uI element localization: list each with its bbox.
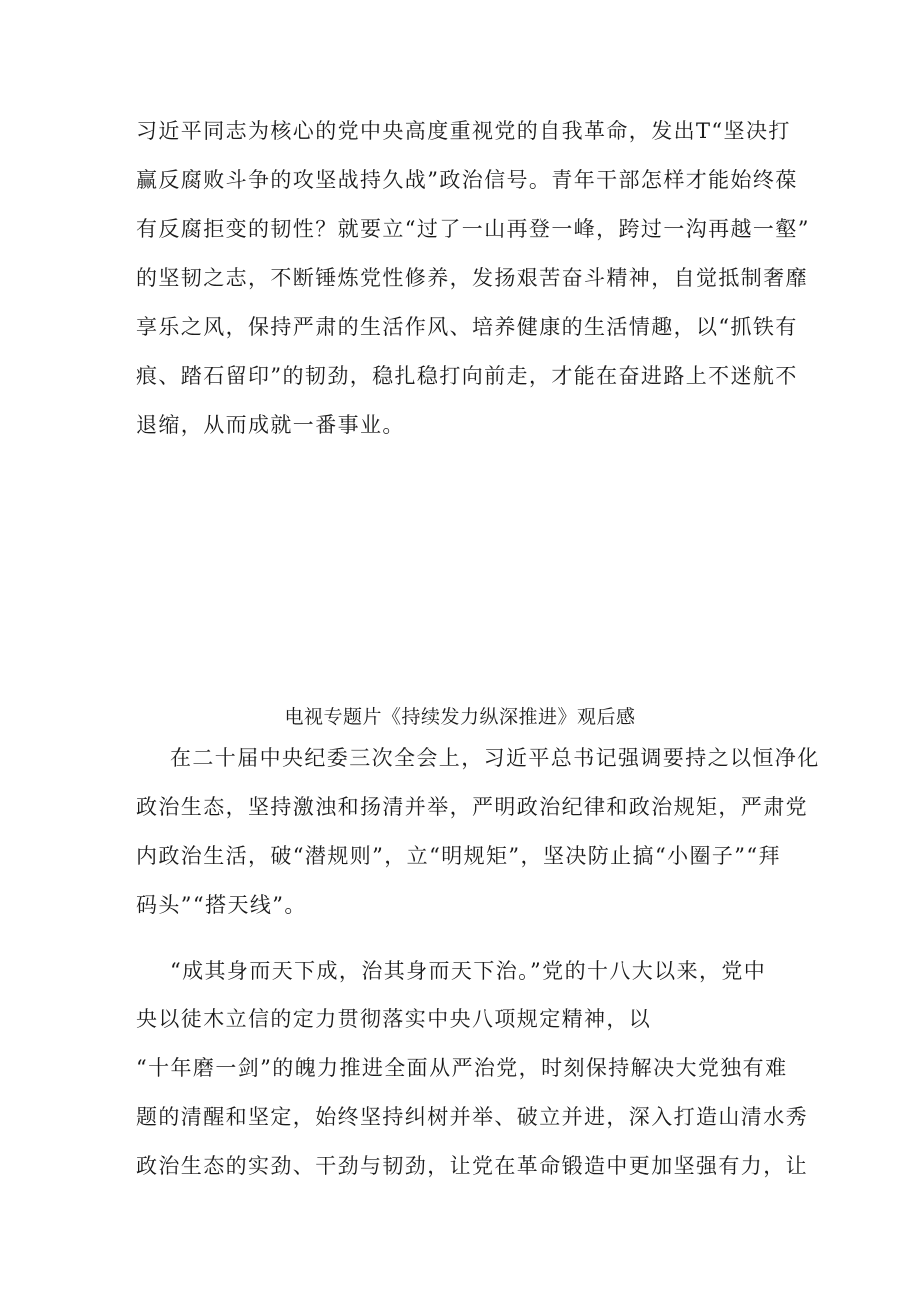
paragraph-line: 政治生态的实劲、干劲与韧劲，让党在革命锻造中更加坚强有力，让 bbox=[136, 1154, 808, 1178]
paragraph-line: 码头”“搭天线”。 bbox=[136, 893, 307, 917]
paragraph-line: 退缩，从而成就一番事业。 bbox=[136, 413, 405, 437]
paragraph-line: 享乐之风，保持严肃的生活作风、培养健康的生活情趣，以“抓铁有 bbox=[136, 315, 798, 339]
paragraph-line: 痕、踏石留印”的韧劲，稳扎稳打向前走，才能在奋进路上不迷航不 bbox=[136, 364, 798, 388]
paragraph-line: 内政治生活，破“潜规则”，立“明规矩”，坚决防止搞“小圈子”“拜 bbox=[136, 844, 781, 868]
paragraph-line: “十年磨一剑”的魄力推进全面从严治党，时刻保持解决大党独有难 bbox=[136, 1056, 788, 1080]
paragraph-line: 的坚韧之志，不断锤炼党性修养，发扬艰苦奋斗精神，自觉抵制奢靡 bbox=[136, 266, 808, 290]
paragraph-line: 习近平同志为核心的党中央高度重视党的自我革命，发出T“坚决打 bbox=[136, 119, 791, 143]
paragraph-line: 题的清醒和坚定，始终坚持纠树并举、破立并进，深入打造山清水秀 bbox=[136, 1105, 808, 1129]
paragraph-line: “成其身而天下成，治其身而天下治。”党的十八大以来，党中 bbox=[170, 959, 767, 983]
paragraph-line: 有反腐拒变的韧性？就要立“过了一山再登一峰，跨过一沟再越一壑” bbox=[136, 217, 810, 241]
paragraph-line: 政治生态，坚持激浊和扬清并举，严明政治纪律和政治规矩，严肃党 bbox=[136, 795, 808, 819]
paragraph-line: 赢反腐败斗争的攻坚战持久战”政治信号。青年干部怎样才能始终葆 bbox=[136, 168, 798, 192]
paragraph-line: 在二十届中央纪委三次全会上，习近平总书记强调要持之以恒净化 bbox=[170, 746, 820, 770]
paragraph-line: 央以徒木立信的定力贯彻落实中央八项规定精神，以 bbox=[136, 1007, 652, 1031]
article-title: 电视专题片《持续发力纵深推进》观后感 bbox=[284, 706, 636, 728]
